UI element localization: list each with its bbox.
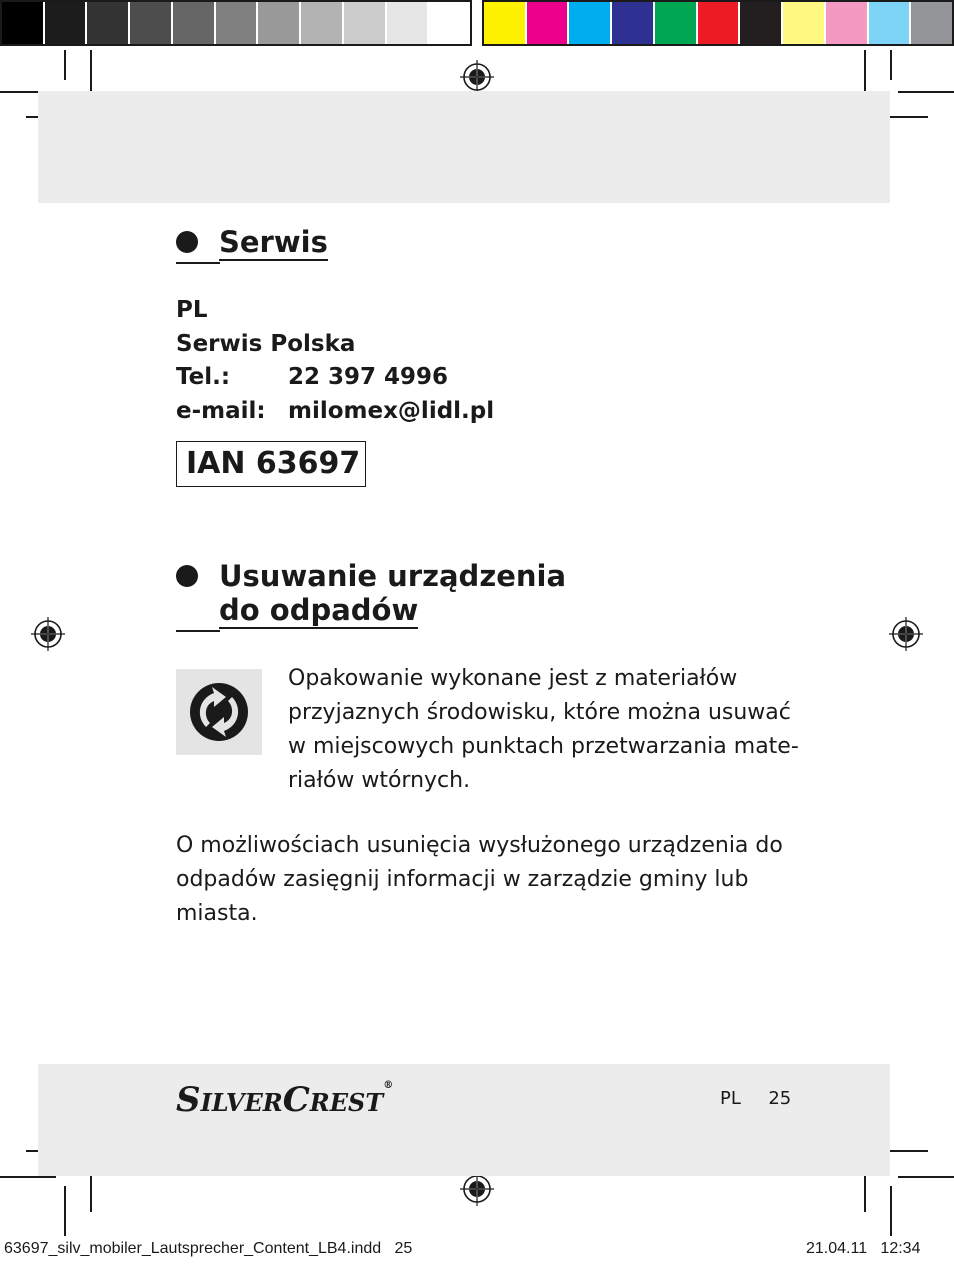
footer-language: PL <box>720 1088 741 1109</box>
crop-mark <box>64 1186 66 1236</box>
disposal-heading-line2: do odpadów <box>219 593 419 627</box>
color-swatch <box>826 2 869 44</box>
green-dot-recycling-icon <box>176 669 262 755</box>
packaging-line: przyjaznych środowisku, które można usuwać <box>288 700 791 725</box>
gray-swatch <box>173 2 216 44</box>
recycle-icon-box <box>176 669 262 755</box>
crop-mark <box>0 1176 56 1178</box>
packaging-line: riałów wtórnych. <box>288 768 471 793</box>
service-heading-underline-extension <box>176 262 220 264</box>
country-code: PL <box>176 297 208 323</box>
bullet-icon <box>176 565 198 587</box>
color-swatch <box>612 2 655 44</box>
registration-mark-icon <box>460 60 494 94</box>
silvercrest-logo <box>176 1080 393 1120</box>
color-swatch <box>569 2 612 44</box>
phone-label: Tel.: <box>176 364 231 390</box>
crop-mark <box>898 91 954 93</box>
email-label: e-mail: <box>176 397 266 424</box>
color-swatch <box>869 2 912 44</box>
ian-number: IAN 63697 <box>176 441 366 487</box>
color-swatch <box>655 2 698 44</box>
crop-mark <box>64 50 66 80</box>
service-heading <box>219 225 328 259</box>
crop-mark <box>890 1186 892 1236</box>
logo-letters: ILVER <box>200 1088 283 1117</box>
service-contact <box>176 294 494 428</box>
packaging-line: Opakowanie wykonane jest z materiałów <box>288 666 738 691</box>
color-swatch <box>698 2 741 44</box>
crop-mark <box>898 1176 954 1178</box>
device-line: O możliwościach usunięcia wysłużonego urządzenia do <box>176 833 783 858</box>
logo-letter: C <box>282 1080 310 1120</box>
logo-letters: REST <box>309 1088 384 1117</box>
crop-mark <box>884 116 928 118</box>
gray-swatch <box>87 2 130 44</box>
contact-country <box>176 294 494 328</box>
contact-phone <box>176 361 494 395</box>
gray-swatch <box>258 2 301 44</box>
service-heading-text: Serwis <box>219 225 328 259</box>
process-color-bar <box>482 0 954 46</box>
registration-mark-icon <box>31 617 65 651</box>
crop-mark <box>890 50 892 80</box>
gray-swatch <box>45 2 88 44</box>
footer-band <box>38 1064 890 1176</box>
service-name: Serwis Polska <box>176 330 356 357</box>
color-swatch <box>740 2 783 44</box>
color-swatch <box>783 2 826 44</box>
gray-swatch <box>429 2 470 44</box>
gray-swatch <box>301 2 344 44</box>
color-swatch <box>527 2 570 44</box>
gray-swatch <box>387 2 430 44</box>
logo-letter: S <box>176 1080 201 1120</box>
packaging-text <box>288 662 799 798</box>
device-line: odpadów zasięgnij informacji w zarządzie gminy lub <box>176 867 749 892</box>
header-band <box>38 91 890 203</box>
gray-swatch <box>130 2 173 44</box>
color-swatch <box>484 2 527 44</box>
disposal-heading-line1: Usuwanie urządzenia <box>219 559 567 593</box>
packaging-line: w miejscowych punktach przetwarzania mate- <box>288 734 799 759</box>
registered-mark: ® <box>383 1080 394 1091</box>
slug-filename: 63697_silv_mobiler_Lautsprecher_Content_LB4.indd 25 <box>4 1240 413 1257</box>
phone-value: 22 397 4996 <box>288 364 449 390</box>
device-disposal-text <box>176 829 783 931</box>
slug-date: 21.04.11 12:34 <box>806 1240 921 1257</box>
gray-swatch <box>344 2 387 44</box>
email-value: milomex@lidl.pl <box>288 397 495 424</box>
contact-email <box>176 395 494 429</box>
registration-mark-icon <box>889 617 923 651</box>
disposal-heading-underline-extension <box>176 630 220 632</box>
device-line: miasta. <box>176 901 258 926</box>
gray-swatch <box>216 2 259 44</box>
footer-page-info <box>720 1088 791 1109</box>
gray-swatch <box>2 2 45 44</box>
crop-mark <box>884 1150 928 1152</box>
bullet-icon <box>176 231 198 253</box>
contact-name <box>176 328 494 362</box>
registration-mark-icon <box>460 1172 494 1206</box>
color-swatch <box>911 2 952 44</box>
grayscale-color-bar <box>0 0 472 46</box>
disposal-heading <box>219 559 566 627</box>
page-number: 25 <box>768 1088 792 1109</box>
